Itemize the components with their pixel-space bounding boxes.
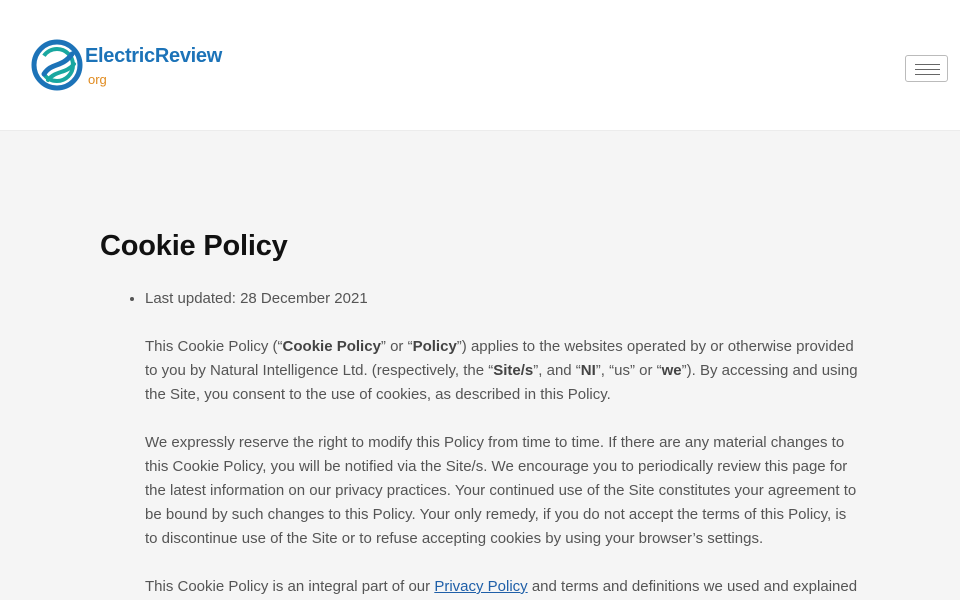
privacy-policy-link[interactable]: Privacy Policy — [434, 578, 528, 595]
logo-brand-part-a: Electric — [85, 45, 155, 67]
list-item — [145, 287, 860, 599]
paragraph-modifications: We expressly reserve the right to modify this Policy from time to time. If there are any material changes to this Cookie Policy, you will be notified via the Site/s. We encourage you to periodically review this page for the latest information on our privacy practices. Your continued use of the Site constitutes your agreement to be bound by such changes to this Policy. Your only remedy, if you do not accept the terms of this Policy, is to discontinue use of the Site or to refuse accepting cookies by using your browser’s settings. — [145, 434, 857, 547]
logo-brand-part-b: Review — [154, 45, 223, 67]
text: This Cookie Policy is an integral part of our — [145, 578, 435, 595]
text: ”, “us” or “ — [595, 362, 662, 379]
last-updated: Last updated: 28 December 2021 — [145, 290, 368, 307]
text: ”) applies to the websites operated by or otherwise provided to you by Natural Intelligence Ltd. (respectively, the “ — [145, 338, 854, 379]
bold-term: we — [661, 362, 682, 379]
logo-suffix: org — [88, 72, 107, 87]
site-header — [0, 0, 960, 131]
page-content — [100, 230, 860, 599]
paragraph-intro — [145, 335, 860, 407]
hamburger-bar — [915, 74, 940, 75]
site-logo[interactable] — [30, 38, 230, 94]
paragraph-integral — [145, 575, 860, 599]
logo-globe-icon — [30, 38, 84, 92]
text: and terms and definitions we used and explained — [527, 578, 858, 595]
text: ” or “ — [380, 338, 413, 355]
text: ”, and “ — [533, 362, 581, 379]
bold-term: Policy — [412, 338, 457, 355]
logo-wordmark — [85, 45, 222, 68]
bold-term: NI — [580, 362, 596, 379]
bold-term: Site/s — [493, 362, 534, 379]
text: ”). By accessing and using the Site, you consent to the use of cookies, as described in this Policy. — [145, 362, 858, 403]
hamburger-bar — [915, 64, 940, 65]
menu-toggle-button[interactable] — [905, 55, 948, 82]
text: This Cookie Policy (“ — [145, 338, 283, 355]
policy-list — [100, 287, 860, 599]
bold-term: Cookie Policy — [282, 338, 381, 355]
hamburger-bar — [915, 69, 940, 70]
page-title: Cookie Policy — [100, 230, 288, 262]
